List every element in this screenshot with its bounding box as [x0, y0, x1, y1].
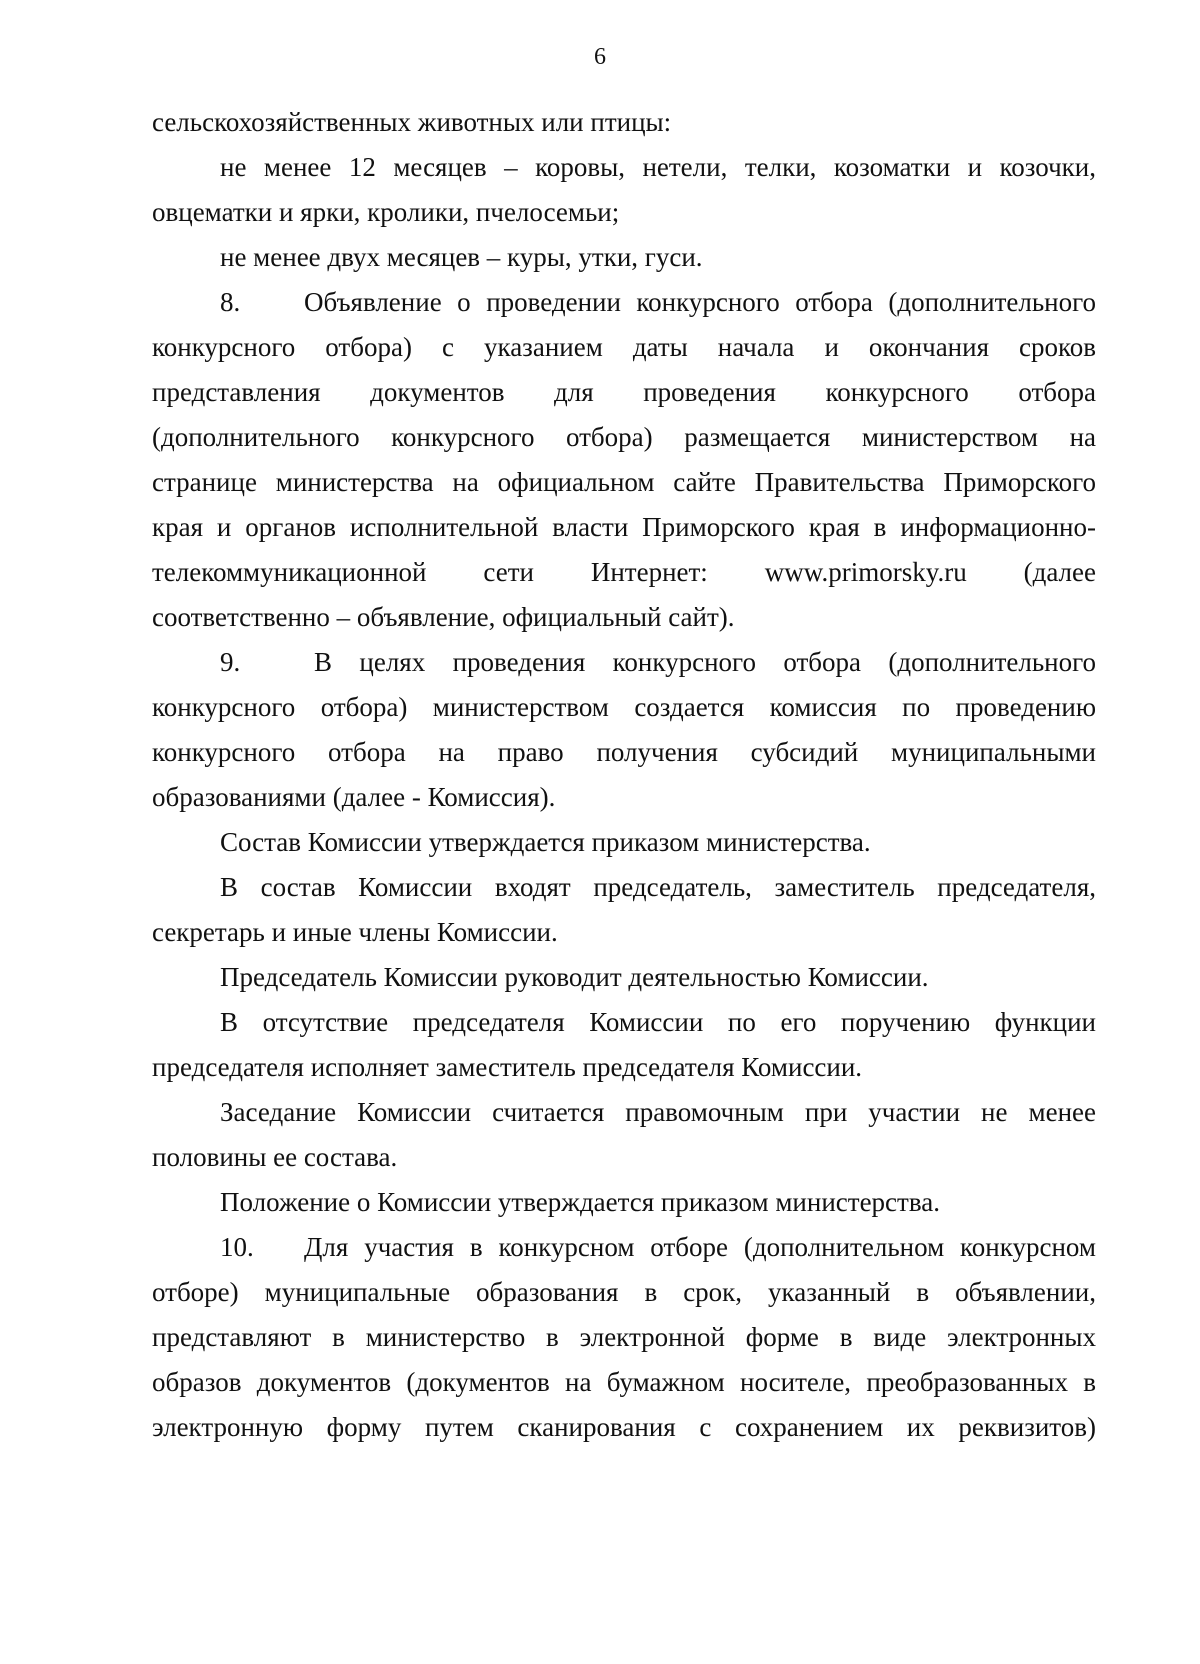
text-line: овцематки и ярки, кролики, пчелосемьи;: [152, 197, 620, 227]
text-line: телекоммуникационной сети Интернет: www.primorsky.ru (далее: [152, 557, 1096, 587]
page-number: 6: [594, 44, 606, 70]
list-item-number: 8.: [220, 287, 241, 317]
text-line: края и органов исполнительной власти Приморского края в информационно-: [152, 512, 1096, 542]
text-line: конкурсного отбора) с указанием даты начала и окончания сроков: [152, 332, 1096, 362]
text-line: образованиями (далее - Комиссия).: [152, 782, 556, 812]
text-line: странице министерства на официальном сайте Правительства Приморского: [152, 467, 1096, 497]
text-line: не менее 12 месяцев – коровы, нетели, телки, козоматки и козочки,: [220, 152, 1096, 182]
text-line: (дополнительного конкурсного отбора) размещается министерством на: [152, 422, 1096, 452]
text-line: Председатель Комиссии руководит деятельностью Комиссии.: [220, 962, 929, 992]
text-line: Состав Комиссии утверждается приказом министерства.: [220, 827, 871, 857]
text-line: представляют в министерство в электронной форме в виде электронных: [152, 1322, 1096, 1352]
list-item-text: Объявление о проведении конкурсного отбора (дополнительного: [304, 287, 1096, 317]
text-line: представления документов для проведения конкурсного отбора: [152, 377, 1096, 407]
text-line: отборе) муниципальные образования в срок, указанный в объявлении,: [152, 1277, 1096, 1307]
text-line: Положение о Комиссии утверждается приказом министерства.: [220, 1187, 940, 1217]
text-line: образов документов (документов на бумажном носителе, преобразованных в: [152, 1367, 1096, 1397]
list-item-text: В целях проведения конкурсного отбора (дополнительного: [314, 647, 1096, 677]
text-line: половины ее состава.: [152, 1142, 398, 1172]
text-line: соответственно – объявление, официальный сайт).: [152, 602, 735, 632]
text-line: конкурсного отбора) министерством создается комиссия по проведению: [152, 692, 1096, 722]
text-line: Заседание Комиссии считается правомочным при участии не менее: [220, 1097, 1096, 1127]
list-item-number: 9.: [220, 647, 241, 677]
text-line: не менее двух месяцев – куры, утки, гуси.: [220, 242, 703, 272]
text-line: секретарь и иные члены Комиссии.: [152, 917, 558, 947]
list-item-number: 10.: [220, 1232, 254, 1262]
text-line: сельскохозяйственных животных или птицы:: [152, 107, 672, 137]
list-item-text: Для участия в конкурсном отборе (дополнительном конкурсном: [304, 1232, 1096, 1262]
text-line: В отсутствие председателя Комиссии по его поручению функции: [220, 1007, 1096, 1037]
text-line: В состав Комиссии входят председатель, заместитель председателя,: [220, 872, 1096, 902]
text-line: председателя исполняет заместитель председателя Комиссии.: [152, 1052, 863, 1082]
text-line: конкурсного отбора на право получения субсидий муниципальными: [152, 737, 1096, 767]
text-line: электронную форму путем сканирования с сохранением их реквизитов): [152, 1412, 1096, 1442]
